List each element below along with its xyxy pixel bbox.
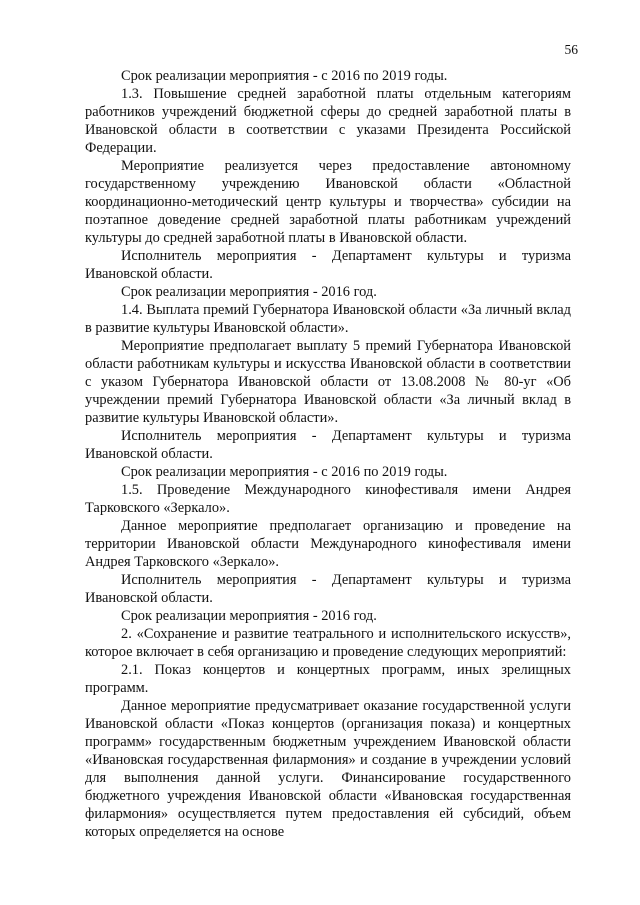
paragraph: Срок реализации мероприятия - с 2016 по 2019 годы.	[121, 464, 448, 480]
paragraph: Срок реализации мероприятия - с 2016 по 2019 годы.	[121, 68, 448, 84]
paragraph: 1.5. Проведение Международного кинофестиваля имени Андрея Тарковского «Зеркало».	[85, 482, 571, 516]
paragraph: 2. «Сохранение и развитие театрального и исполнительского искусств», которое включает в себя организацию и проведение следующих мероприятий:	[85, 626, 571, 660]
paragraph: 2.1. Показ концертов и концертных программ, иных зрелищных программ.	[85, 662, 571, 696]
paragraph: Срок реализации мероприятия - 2016 год.	[121, 284, 377, 300]
paragraph: Срок реализации мероприятия - 2016 год.	[121, 608, 377, 624]
paragraph: Мероприятие предполагает выплату 5 премий Губернатора Ивановской области работникам культуры и искусства Ивановской области в соответствии с указом Губернатора Ивановской области от 13.08.2008 № 80-уг «Об учреждении премий Губернатора Ивановской области «За личный вклад в развитие культуры Ивановской области».	[85, 338, 571, 426]
paragraph: 1.3. Повышение средней заработной платы отдельным категориям работников учреждений бюджетной сферы до средней заработной платы в Ивановской области в соответствии с указами Президента Российской Федерации.	[85, 86, 571, 156]
paragraph: Мероприятие реализуется через предоставление автономному государственному учреждению Ивановской области «Областной координационно-методический центр культуры и творчества» субсидии на поэтапное доведение средней заработной платы работникам учреждений культуры до средней заработной платы в Ивановской области.	[85, 158, 571, 246]
page-number: 56	[564, 42, 578, 57]
paragraph: 1.4. Выплата премий Губернатора Ивановской области «За личный вклад в развитие культуры Ивановской области».	[85, 302, 571, 336]
paragraph: Данное мероприятие предусматривает оказание государственной услуги Ивановской области «Показ концертов (организация показа) и концертных программ» государственным бюджетным учреждением Ивановской области «Ивановская государственная филармония» и создание в учреждении условий для выполнения данной услуги. Финансирование государственного бюджетного учреждения Ивановской области «Ивановская государственная филармония» осуществляется путем предоставления ей субсидий, объем которых определяется на основе	[85, 698, 571, 840]
document-body	[85, 67, 571, 841]
paragraph: Данное мероприятие предполагает организацию и проведение на территории Ивановской области Международного кинофестиваля имени Андрея Тарковского «Зеркало».	[85, 518, 571, 570]
paragraph: Исполнитель мероприятия - Департамент культуры и туризма Ивановской области.	[85, 248, 571, 282]
paragraph: Исполнитель мероприятия - Департамент культуры и туризма Ивановской области.	[85, 428, 571, 462]
paragraph: Исполнитель мероприятия - Департамент культуры и туризма Ивановской области.	[85, 572, 571, 606]
